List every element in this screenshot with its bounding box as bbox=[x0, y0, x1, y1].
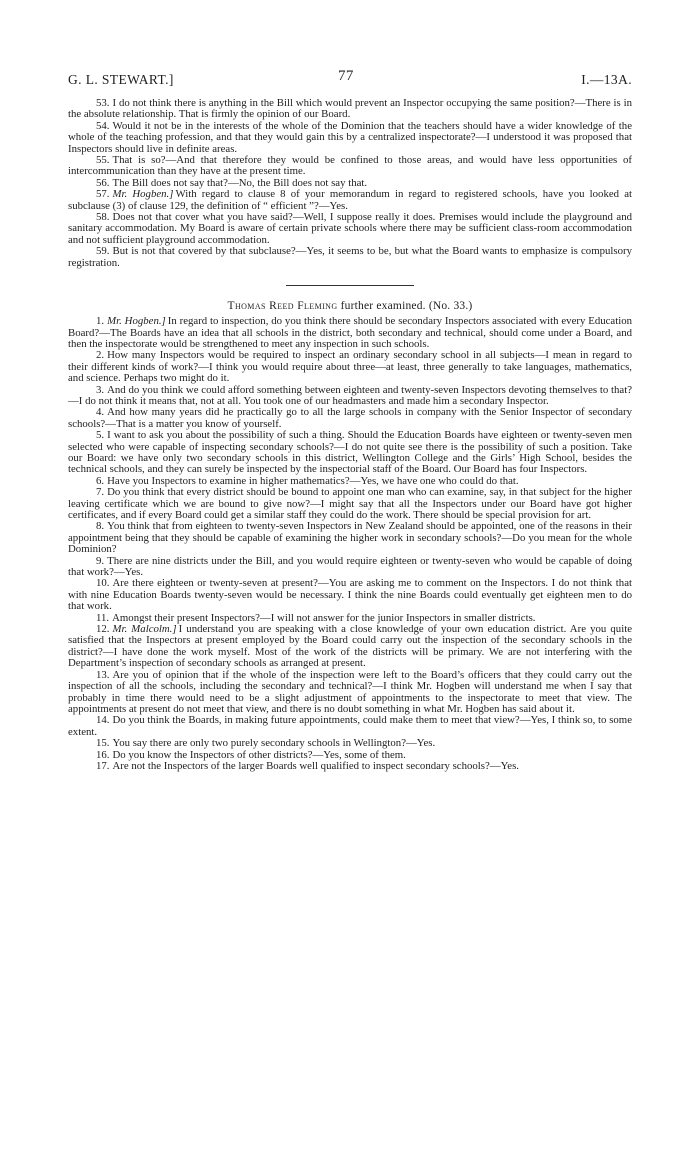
question-text: Are you of opinion that if the whole of the inspection were left to the Board’s officers that they could carry out the inspection of all the schools, including the secondary and technical?—I think Mr. Hogben will understand me when I say that probably in time there would need to be a slight adjustment of appointments to the inspectorate to meet that view. The appointments at present do not meet that view, and there is no doubt something in what Mr. Hogben has said about it. bbox=[68, 668, 632, 715]
question-number: 17. bbox=[96, 759, 110, 772]
question-paragraph bbox=[68, 98, 632, 121]
question-paragraph bbox=[68, 407, 632, 430]
question-number: 5. bbox=[96, 429, 105, 442]
question-text: Are there eighteen or twenty-seven at present?—You are asking me to comment on the Inspectors. I do not think that with nine Education Boards twenty-seven would be necessary. I think the nine Boards could eventually get eighteen men to do that work. bbox=[68, 577, 632, 613]
question-text: I want to ask you about the possibility of such a thing. Should the Education Boards have eighteen or twenty-seven men selected who were capable of inspecting secondary schools?—I do not quite see there is the possibility of such a position. Take our Board: we have only two secondary schools in this district, Wellington College and the Girls’ High School, besides the technical schools, and they can surely be inspected by the inspectorial staff of the Board. Our Board has four Inspectors. bbox=[68, 429, 632, 476]
question-number: 4. bbox=[96, 406, 105, 419]
paragraph-group-a bbox=[68, 98, 632, 269]
question-number: 1. bbox=[96, 315, 105, 328]
question-text: With regard to clause 8 of your memorandum in regard to registered schools, have you looked at subclause (3) of clause 129, the definition of “ efficient ”?—Yes. bbox=[68, 188, 632, 212]
question-paragraph bbox=[68, 670, 632, 716]
question-text: Amongst their present Inspectors?—I will not answer for the junior Inspectors in smaller districts. bbox=[112, 611, 536, 624]
question-text: And how many years did he practically go to all the large schools in company with the Senior Inspector of secondary schools?—That is a matter you know of yourself. bbox=[68, 406, 632, 430]
question-paragraph bbox=[68, 624, 632, 670]
question-paragraph bbox=[68, 761, 632, 772]
question-number: 9. bbox=[96, 554, 105, 567]
question-text: But is not that covered by that subclause?—Yes, it seems to be, but what the Board wants to emphasize is compulsory registration. bbox=[68, 245, 632, 269]
question-text: Would it not be in the interests of the whole of the Dominion that the teachers should have a wider knowledge of the whole of the teaching profession, and that they would gain this by a centralized inspectorate?—I understood it was proposed that Inspectors should live in definite areas. bbox=[68, 119, 632, 155]
speaker-label: Mr. Hogben.] bbox=[112, 188, 174, 201]
question-paragraph bbox=[68, 316, 632, 350]
question-number: 11. bbox=[96, 611, 110, 624]
question-number: 55. bbox=[96, 154, 110, 167]
paragraph-group-b bbox=[68, 316, 632, 772]
question-paragraph bbox=[68, 350, 632, 384]
question-paragraph bbox=[68, 212, 632, 246]
question-text: You think that from eighteen to twenty-seven Inspectors in New Zealand should be appointed, one of the reasons in their appointment being that they should be capable of examining the higher work in secondary schools?—Do you mean for the whole Dominion? bbox=[68, 520, 632, 556]
question-number: 12. bbox=[96, 623, 110, 636]
question-text: You say there are only two purely secondary schools in Wellington?—Yes. bbox=[112, 737, 436, 750]
question-paragraph bbox=[68, 578, 632, 612]
question-text: Do you think the Boards, in making future appointments, could make them to meet that view?—Yes, I think so, to some extent. bbox=[68, 714, 632, 738]
question-number: 8. bbox=[96, 520, 105, 533]
question-number: 57. bbox=[96, 188, 110, 201]
question-text: How many Inspectors would be required to inspect an ordinary secondary school in all subjects—I mean in regard to their different kinds of work?—I think you would require about three—at least, three generally to take languages, mathematics, and science. Perhaps two might do it. bbox=[68, 349, 632, 385]
question-text: Do you think that every district should be bound to appoint one man who can examine, say, in that subject for the higher leaving certificate which we are bound to give now?—I might say that all the Inspectors under our Board have got higher certificates, and if every Board could get a similar staff they could do the work. There should be special provision for art. bbox=[68, 486, 632, 521]
question-text: The Bill does not say that?—No, the Bill does not say that. bbox=[112, 176, 368, 189]
question-number: 56. bbox=[96, 176, 110, 189]
question-text: There are nine districts under the Bill, and you would require eighteen or twenty-seven who would be capable of doing that work?—Yes. bbox=[68, 554, 632, 579]
question-number: 2. bbox=[96, 349, 105, 362]
section-heading bbox=[68, 300, 632, 312]
question-text: I understand you are speaking with a close knowledge of your own education district. Are you quite satisfied that the Inspectors at present employed by the Board could carry out the inspection of the secondary schools in the district?—I have done the work myself. Most of the work of the districts will be primary. We are not interfering with the Department’s inspection of secondary schools as arranged at present. bbox=[68, 623, 632, 670]
page-number: 77 bbox=[338, 68, 354, 84]
question-text: Have you Inspectors to examine in higher mathematics?—Yes, we have one who could do that. bbox=[107, 474, 519, 487]
question-paragraph bbox=[68, 246, 632, 269]
question-paragraph bbox=[68, 155, 632, 178]
document-body bbox=[68, 98, 632, 772]
question-number: 10. bbox=[96, 577, 110, 590]
header-witness: G. L. STEWART.] bbox=[68, 72, 174, 87]
question-number: 13. bbox=[96, 668, 110, 681]
question-number: 14. bbox=[96, 714, 110, 727]
question-paragraph bbox=[68, 430, 632, 476]
speaker-label: Mr. Malcolm.] bbox=[112, 623, 177, 636]
witness-name: Thomas Reed Fleming bbox=[227, 300, 338, 313]
question-number: 58. bbox=[96, 211, 110, 224]
question-text: In regard to inspection, do you think there should be secondary Inspectors associated with every Education Board?—The Boards have an idea that all schools in the district, both secondary and technical, should come under a Board, and then the inspectorate would be strengthened to meet any inspection in such schools. bbox=[68, 315, 632, 350]
question-paragraph bbox=[68, 189, 632, 212]
question-number: 7. bbox=[96, 486, 105, 499]
question-text: Are not the Inspectors of the larger Boards well qualified to inspect secondary schools?—Yes. bbox=[112, 759, 519, 772]
speaker-label: Mr. Hogben.] bbox=[107, 315, 166, 328]
question-text: That is so?—And that therefore they would be confined to those areas, and would have less opportunities of intercommunication than they have at the present time. bbox=[68, 154, 632, 178]
question-text: And do you think we could afford something between eighteen and twenty-seven Inspectors devoting themselves to that?—I do not think it means that, not at all. You took one of our headmasters and made him a secondary Inspector. bbox=[68, 383, 632, 407]
question-paragraph bbox=[68, 715, 632, 738]
question-number: 15. bbox=[96, 737, 110, 750]
question-text: Does not that cover what you have said?—Well, I suppose really it does. Premises would include the playground and sanitary accommodation. My Board is aware of certain private schools where there may be sufficient class-room accommodation and not sufficient playground accommodation. bbox=[68, 211, 632, 246]
page-header bbox=[68, 68, 632, 94]
question-paragraph bbox=[68, 556, 632, 579]
question-paragraph bbox=[68, 385, 632, 408]
question-number: 6. bbox=[96, 474, 105, 487]
question-text: Do you know the Inspectors of other districts?—Yes, some of them. bbox=[112, 748, 406, 761]
section-divider bbox=[286, 285, 414, 286]
question-number: 3. bbox=[96, 383, 105, 396]
question-number: 53. bbox=[96, 97, 110, 109]
question-text: I do not think there is anything in the Bill which would prevent an Inspector occupying the same position?—There is in the absolute relationship. That is firmly the opinion of our Board. bbox=[68, 97, 632, 121]
page bbox=[68, 68, 632, 772]
question-paragraph bbox=[68, 487, 632, 521]
question-number: 59. bbox=[96, 245, 110, 258]
question-paragraph bbox=[68, 521, 632, 555]
question-number: 16. bbox=[96, 748, 110, 761]
header-paper-ref: I.—13A. bbox=[581, 72, 632, 87]
question-number: 54. bbox=[96, 119, 110, 132]
witness-suffix: further examined. (No. 33.) bbox=[337, 300, 473, 313]
question-paragraph bbox=[68, 121, 632, 155]
